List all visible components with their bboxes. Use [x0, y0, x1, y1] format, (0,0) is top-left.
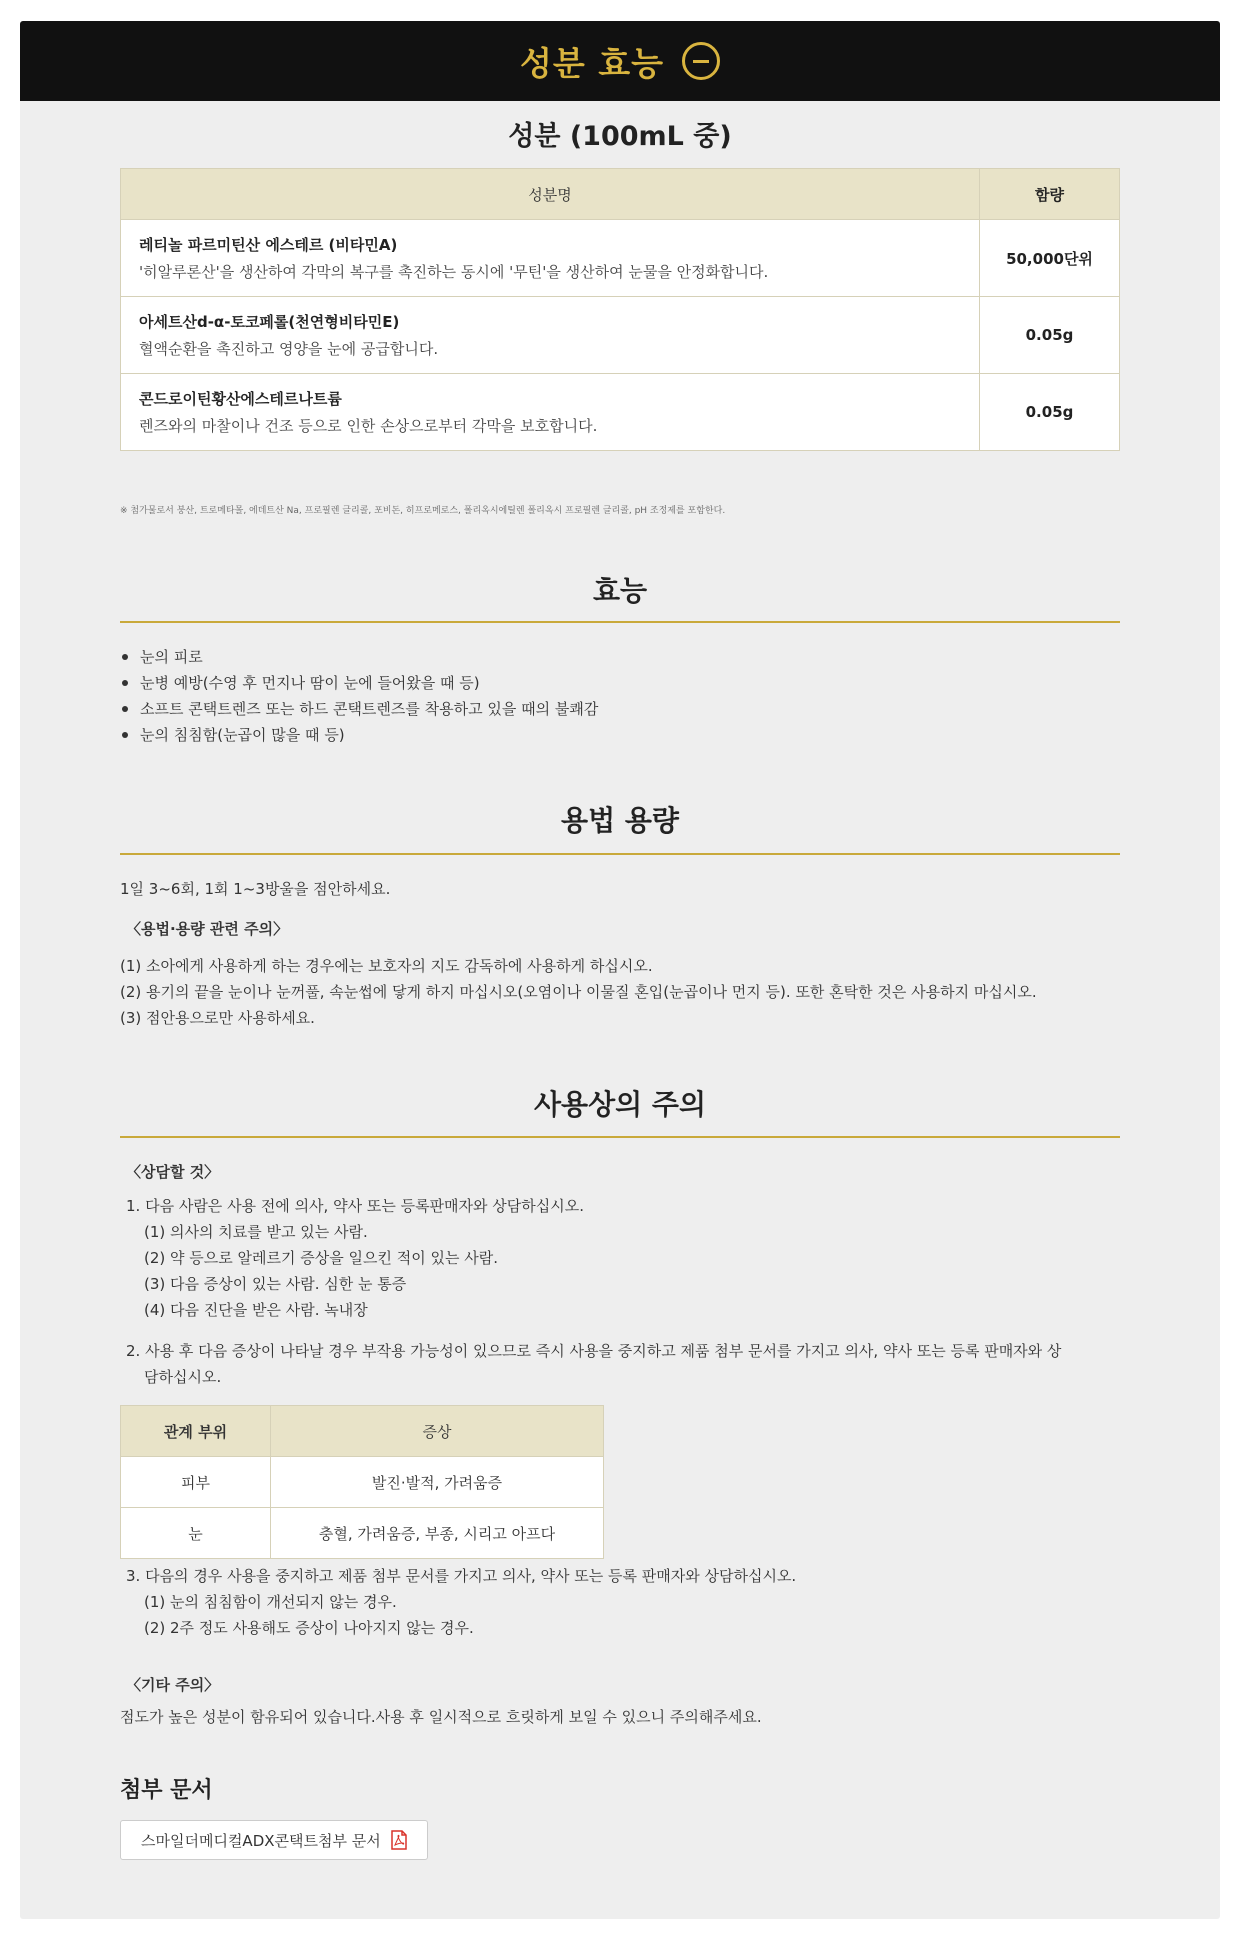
additives-footnote: ※ 첨가물로서 붕산, 트로메타몰, 에데트산 Na, 프로필렌 글리콜, 포비돈, 히프로메로스, 폴리옥시에틸렌 폴리옥시 프로필렌 글리콜, pH 조정제를 포함한다. — [120, 506, 726, 516]
symptom-table — [120, 1405, 604, 1559]
efficacy-section — [120, 571, 1120, 611]
ingredient-cell — [121, 374, 980, 451]
list-item: 소프트 콘택트렌즈 또는 하드 콘택트렌즈를 착용하고 있을 때의 불쾌감 — [120, 696, 1120, 722]
ingredient-cell — [121, 220, 980, 297]
divider — [120, 1136, 1120, 1138]
consult-item-3 — [126, 1563, 1120, 1641]
list-item: (1) 의사의 치료를 받고 있는 사람. — [144, 1223, 368, 1241]
ingredient-desc: '히알루론산'을 생산하여 각막의 복구를 촉진하는 동시에 '무틴'을 생산하여 눈물을 안정화합니다. — [139, 263, 769, 281]
list-item: 2. 사용 후 다음 증상이 나타날 경우 부작용 가능성이 있으므로 즉시 사용을 중지하고 제품 첨부 문서를 가지고 의사, 약사 또는 등록 판매자와 상 — [126, 1342, 1062, 1360]
list-item: 눈병 예방(수영 후 먼지나 땀이 눈에 들어왔을 때 등) — [120, 670, 1120, 696]
table-row — [121, 297, 1120, 374]
symptom-part: 눈 — [121, 1508, 271, 1559]
column-header-amount: 함량 — [980, 169, 1120, 220]
attachment-section — [120, 1773, 1120, 1804]
efficacy-list-wrap — [120, 644, 1120, 748]
dosage-section — [120, 801, 1120, 841]
symptom-desc: 발진·발적, 가려움증 — [271, 1457, 604, 1508]
table-row — [121, 374, 1120, 451]
other-caution-text: 점도가 높은 성분이 함유되어 있습니다.사용 후 일시적으로 흐릿하게 보일 수 있으니 주의해주세요. — [120, 1708, 762, 1726]
column-header-symptom: 증상 — [271, 1406, 604, 1457]
efficacy-list — [120, 644, 1120, 748]
table-header-row — [121, 169, 1120, 220]
list-item: 1. 다음 사람은 사용 전에 의사, 약사 또는 등록판매자와 상담하십시오. — [126, 1197, 584, 1215]
attachment-title: 첨부 문서 — [120, 1778, 213, 1803]
attachment-download-button[interactable] — [120, 1820, 428, 1860]
column-header-part: 관계 부위 — [121, 1406, 271, 1457]
table-header-row — [121, 1406, 604, 1457]
symptom-desc: 충혈, 가려움증, 부종, 시리고 아프다 — [271, 1508, 604, 1559]
sub-list — [126, 1219, 1120, 1323]
ingredient-name: 레티놀 파르미틴산 에스테르 (비타민A) — [139, 236, 398, 254]
list-item: 눈의 침침함(눈곱이 많을 때 등) — [120, 722, 1120, 748]
ingredient-desc: 혈액순환을 촉진하고 영양을 눈에 공급합니다. — [139, 340, 439, 358]
list-item: (3) 점안용으로만 사용하세요. — [120, 1009, 315, 1027]
pdf-icon — [391, 1830, 407, 1850]
precautions-section — [120, 1085, 1120, 1125]
list-item: (2) 2주 정도 사용해도 증상이 나아지지 않는 경우. — [144, 1619, 474, 1637]
divider — [120, 621, 1120, 623]
efficacy-title: 효능 — [592, 574, 648, 607]
list-item: (2) 용기의 끝을 눈이나 눈꺼풀, 속눈썹에 닿게 하지 마십시오(오염이나 이물질 혼입(눈곱이나 먼지 등). 또한 혼탁한 것은 사용하지 마십시오. — [120, 983, 1037, 1001]
symptom-table-wrap — [120, 1405, 1120, 1559]
column-header-name: 성분명 — [121, 169, 980, 220]
consult-item-2 — [126, 1338, 1120, 1390]
dosage-title: 용법 용량 — [561, 804, 679, 837]
symptom-part: 피부 — [121, 1457, 271, 1508]
dosage-caution-title: 〈용법·용량 관련 주의〉 — [126, 920, 289, 938]
table-row — [121, 1457, 604, 1508]
section-header-bar[interactable] — [20, 21, 1220, 101]
ingredient-desc: 렌즈와의 마찰이나 건조 등으로 인한 손상으로부터 각막을 보호합니다. — [139, 417, 598, 435]
attachment-button-label: 스마일더메디컬ADX콘택트첨부 문서 — [141, 1831, 381, 1850]
precautions-title: 사용상의 주의 — [533, 1088, 707, 1121]
list-item: 담하십시오. — [144, 1368, 222, 1386]
ingredient-name: 아세트산d-α-토코페롤(천연형비타민E) — [139, 313, 400, 331]
ingredients-table-wrap — [120, 168, 1120, 451]
divider — [120, 853, 1120, 855]
list-item: (2) 약 등으로 알레르기 증상을 일으킨 적이 있는 사람. — [144, 1249, 498, 1267]
table-row — [121, 220, 1120, 297]
ingredients-title: 성분 (100mL 중) — [508, 121, 732, 152]
ingredients-efficacy-panel — [20, 21, 1220, 1919]
ingredient-amount: 0.05g — [980, 297, 1120, 374]
ingredient-amount: 50,000단위 — [980, 220, 1120, 297]
consult-item-1 — [126, 1193, 1120, 1323]
list-item: (4) 다음 진단을 받은 사람. 녹내장 — [144, 1301, 368, 1319]
dosage-cautions — [120, 953, 1120, 1031]
collapse-minus-icon[interactable] — [682, 42, 720, 80]
dosage-text: 1일 3~6회, 1회 1~3방울을 점안하세요. — [120, 880, 391, 898]
other-caution-title: 〈기타 주의〉 — [126, 1676, 220, 1694]
list-item: 3. 다음의 경우 사용을 중지하고 제품 첨부 문서를 가지고 의사, 약사 또는 등록 판매자와 상담하십시오. — [126, 1567, 797, 1585]
consult-title: 〈상담할 것〉 — [126, 1163, 220, 1181]
ingredient-cell — [121, 297, 980, 374]
table-row — [121, 1508, 604, 1559]
ingredients-table — [120, 168, 1120, 451]
list-item: (3) 다음 증상이 있는 사람. 심한 눈 통증 — [144, 1275, 407, 1293]
section-header-title: 성분 효능 — [519, 43, 664, 83]
list-item: 눈의 피로 — [120, 644, 1120, 670]
ingredient-name: 콘드로이틴황산에스테르나트륨 — [139, 390, 342, 408]
ingredients-section — [120, 119, 1120, 155]
list-item: (1) 소아에게 사용하게 하는 경우에는 보호자의 지도 감독하에 사용하게 하십시오. — [120, 957, 653, 975]
ingredient-amount: 0.05g — [980, 374, 1120, 451]
sub-list — [126, 1589, 1120, 1641]
list-item: (1) 눈의 침침함이 개선되지 않는 경우. — [144, 1593, 397, 1611]
